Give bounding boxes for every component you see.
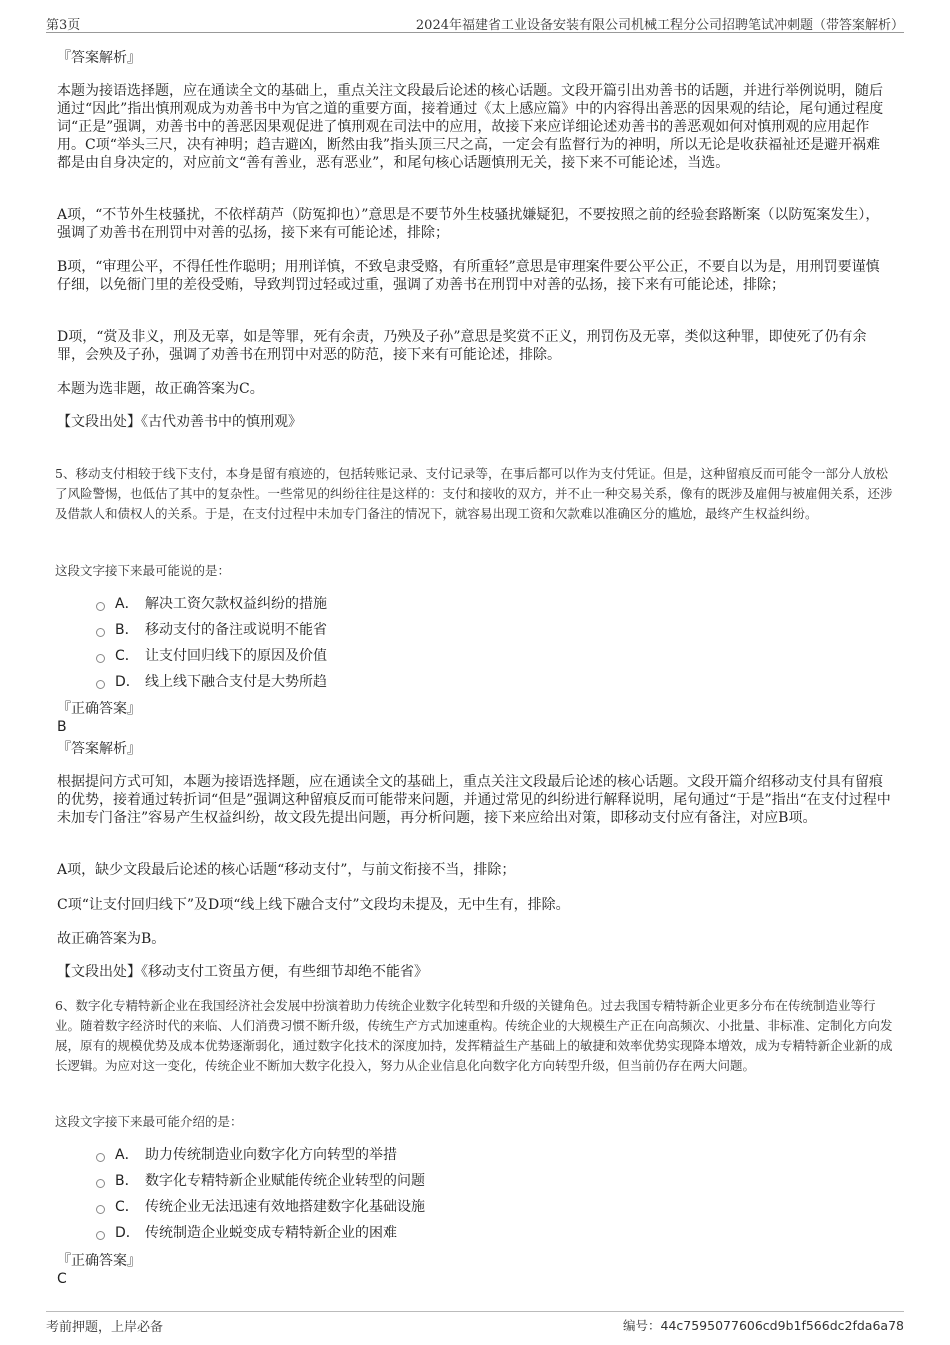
q4-option-b-analysis: B项，“审理公平，不得任性作聪明；用刑详慎，不致皂隶受赂，有所重轻”意思是审理案件要公平公正，不要自以为是，用刑罚要谨慎仔细，以免衙门里的差役受贿，导致判罚过轻或过重，强调了劝善书在刑罚中对善的弘扬，接下来有可能论述，排除； [57,259,880,293]
q5-option-a-analysis: A项，缺少文段最后论述的核心话题“移动支付”，与前文衔接不当，排除； [57,862,516,878]
option-text: 让支付回归线下的原因及价值 [145,648,327,664]
q5-option-d[interactable] [96,672,327,692]
q5-conclusion: 故正确答案为B。 [57,931,166,947]
option-text: 助力传统制造业向数字化方向转型的举措 [145,1147,397,1163]
q4-conclusion: 本题为选非题，故正确答案为C。 [57,381,264,397]
radio-icon[interactable] [96,1231,105,1240]
option-text: 移动支付的备注或说明不能省 [145,622,327,638]
q5-analysis-para: 根据提问方式可知，本题为接语选择题，应在通读全文的基础上，重点关注文段最后论述的核心话题。文段开篇介绍移动支付具有留痕的优势，接着通过转折词“但是”强调这种留痕反而可能带来问题，并通过常见的纠纷进行解释说明，尾句通过“于是”指出“在支付过程中未加专门备注”容易产生权益纠纷，故文段先提出问题，再分析问题，接下来应给出对策，即移动支付应有备注，对应B项。 [57,774,891,826]
q4-analysis-para: 本题为接语选择题，应在通读全文的基础上，重点关注文段最后论述的核心话题。文段开篇引出劝善书的话题，并进行举例说明，随后通过“因此”指出慎刑观成为劝善书中为官之道的重要方面，接着通过《太上感应篇》中的内容得出善恶的因果观的结论，尾句通过程度词“正是”强调，劝善书中的善恶因果观促进了慎刑观在司法中的应用，故接下来应详细论述劝善书的善恶观如何对慎刑观的应用起作用。C项“举头三尺，决有神明；趋吉避凶，断然由我”指头顶三尺之高，一定会有监督行为的神明，所以无论是收获福祉还是避开祸难都是由自身决定的，对应前文“善有善业，恶有恶业”，和尾句核心话题慎刑无关，接下来不可能论述，当选。 [57,83,884,171]
q5-option-cd-analysis: C项“让支付回归线下”及D项“线上线下融合支付”文段均未提及，无中生有，排除。 [57,897,570,913]
q4-analysis-label: 『答案解析』 [57,50,141,66]
document-title: 2024年福建省工业设备安装有限公司机械工程分公司招聘笔试冲刺题（带答案解析） [415,18,904,33]
radio-icon[interactable] [96,654,105,663]
q6-option-a[interactable] [96,1145,397,1165]
q5-prompt: 这段文字接下来最可能说的是： [55,563,231,578]
option-text: 传统企业无法迅速有效地搭建数字化基础设施 [145,1199,425,1215]
code-value: 44c7595077606cd9b1f566dc2fda6a78 [660,1318,904,1333]
q5-analysis-label: 『答案解析』 [57,741,141,757]
page-header [46,14,904,33]
option-text: 数字化专精特新企业赋能传统企业转型的问题 [145,1173,425,1189]
q4-source: 【文段出处】《古代劝善书中的慎刑观》 [57,414,302,430]
document-code [623,1316,904,1334]
option-text: 线上线下融合支付是大势所趋 [145,674,327,690]
q5-source: 【文段出处】《移动支付工资虽方便，有些细节却绝不能省》 [57,964,428,980]
page-number: 第3页 [46,18,81,33]
q5-option-b[interactable] [96,620,327,640]
radio-icon[interactable] [96,1205,105,1214]
option-text: 解决工资欠款权益纠纷的措施 [145,596,327,612]
q6-answer-label: 『正确答案』 [57,1253,141,1269]
option-letter: A． [115,1147,139,1163]
option-letter: D． [115,674,140,690]
option-letter: C． [115,648,139,664]
q4-option-d-analysis: D项，“赏及非义，刑及无辜，如是等罪，死有余责，乃殃及子孙”意思是奖赏不正义，刑罚伤及无辜，类似这种罪，即使死了仍有余罪，会殃及子孙，强调了劝善书在刑罚中对恶的防范，接下来有可能论述，排除。 [57,329,867,363]
option-text: 传统制造企业蜕变成专精特新企业的困难 [145,1225,397,1241]
radio-icon[interactable] [96,628,105,637]
q6-answer: C [57,1271,67,1287]
radio-icon[interactable] [96,1179,105,1188]
q6-option-d[interactable] [96,1223,397,1243]
q5-answer: B [57,719,67,735]
option-letter: A． [115,596,139,612]
radio-icon[interactable] [96,602,105,611]
option-letter: C． [115,1199,139,1215]
q5-option-c[interactable] [96,646,327,666]
q4-option-a-analysis: A项，“不节外生枝骚扰，不依样葫芦（防冤抑也）”意思是不要节外生枝骚扰嫌疑犯，不要按照之前的经验套路断案（以防冤案发生），强调了劝善书在刑罚中对善的弘扬，接下来有可能论述，排除； [57,207,880,241]
q6-option-b[interactable] [96,1171,425,1191]
radio-icon[interactable] [96,680,105,689]
code-label: 编号： [622,1318,661,1333]
q6-option-c[interactable] [96,1197,425,1217]
q5-stem: 5、移动支付相较于线下支付，本身是留有痕迹的，包括转账记录、支付记录等，在事后都可以作为支付凭证。但是，这种留痕反而可能令一部分人放松了风险警惕，也低估了其中的复杂性。一些常见的纠纷往往是这样的：支付和接收的双方，并不止一种交易关系，像有的既涉及雇佣与被雇佣关系，还涉及借款人和债权人的关系。于是，在支付过程中未加专门备注的情况下，就容易出现工资和欠款难以准确区分的尴尬，最终产生权益纠纷。 [55,466,893,521]
option-letter: B． [115,1173,139,1189]
q6-stem: 6、数字化专精特新企业在我国经济社会发展中扮演着助力传统企业数字化转型和升级的关键角色。过去我国专精特新企业更多分布在传统制造业等行业。随着数字经济时代的来临、人们消费习惯不断升级，传统生产方式加速重构。传统企业的大规模生产正在向高频次、小批量、非标准、定制化方向发展，原有的规模优势及成本优势逐渐弱化，通过数字化技术的深度加持，发挥精益生产基础上的敏捷和效率优势实现降本增效，成为专精特新企业新的成长逻辑。为应对这一变化，传统企业不断加大数字化投入，努力从企业信息化向数字化方向转型升级，但当前仍存在两大问题。 [55,998,893,1073]
radio-icon[interactable] [96,1153,105,1162]
q6-prompt: 这段文字接下来最可能介绍的是： [55,1114,243,1129]
option-letter: D． [115,1225,140,1241]
footer-slogan: 考前押题，上岸必备 [46,1320,164,1335]
option-letter: B． [115,622,139,638]
q5-answer-label: 『正确答案』 [57,701,141,717]
page-footer [46,1311,904,1337]
q5-option-a[interactable] [96,594,327,614]
